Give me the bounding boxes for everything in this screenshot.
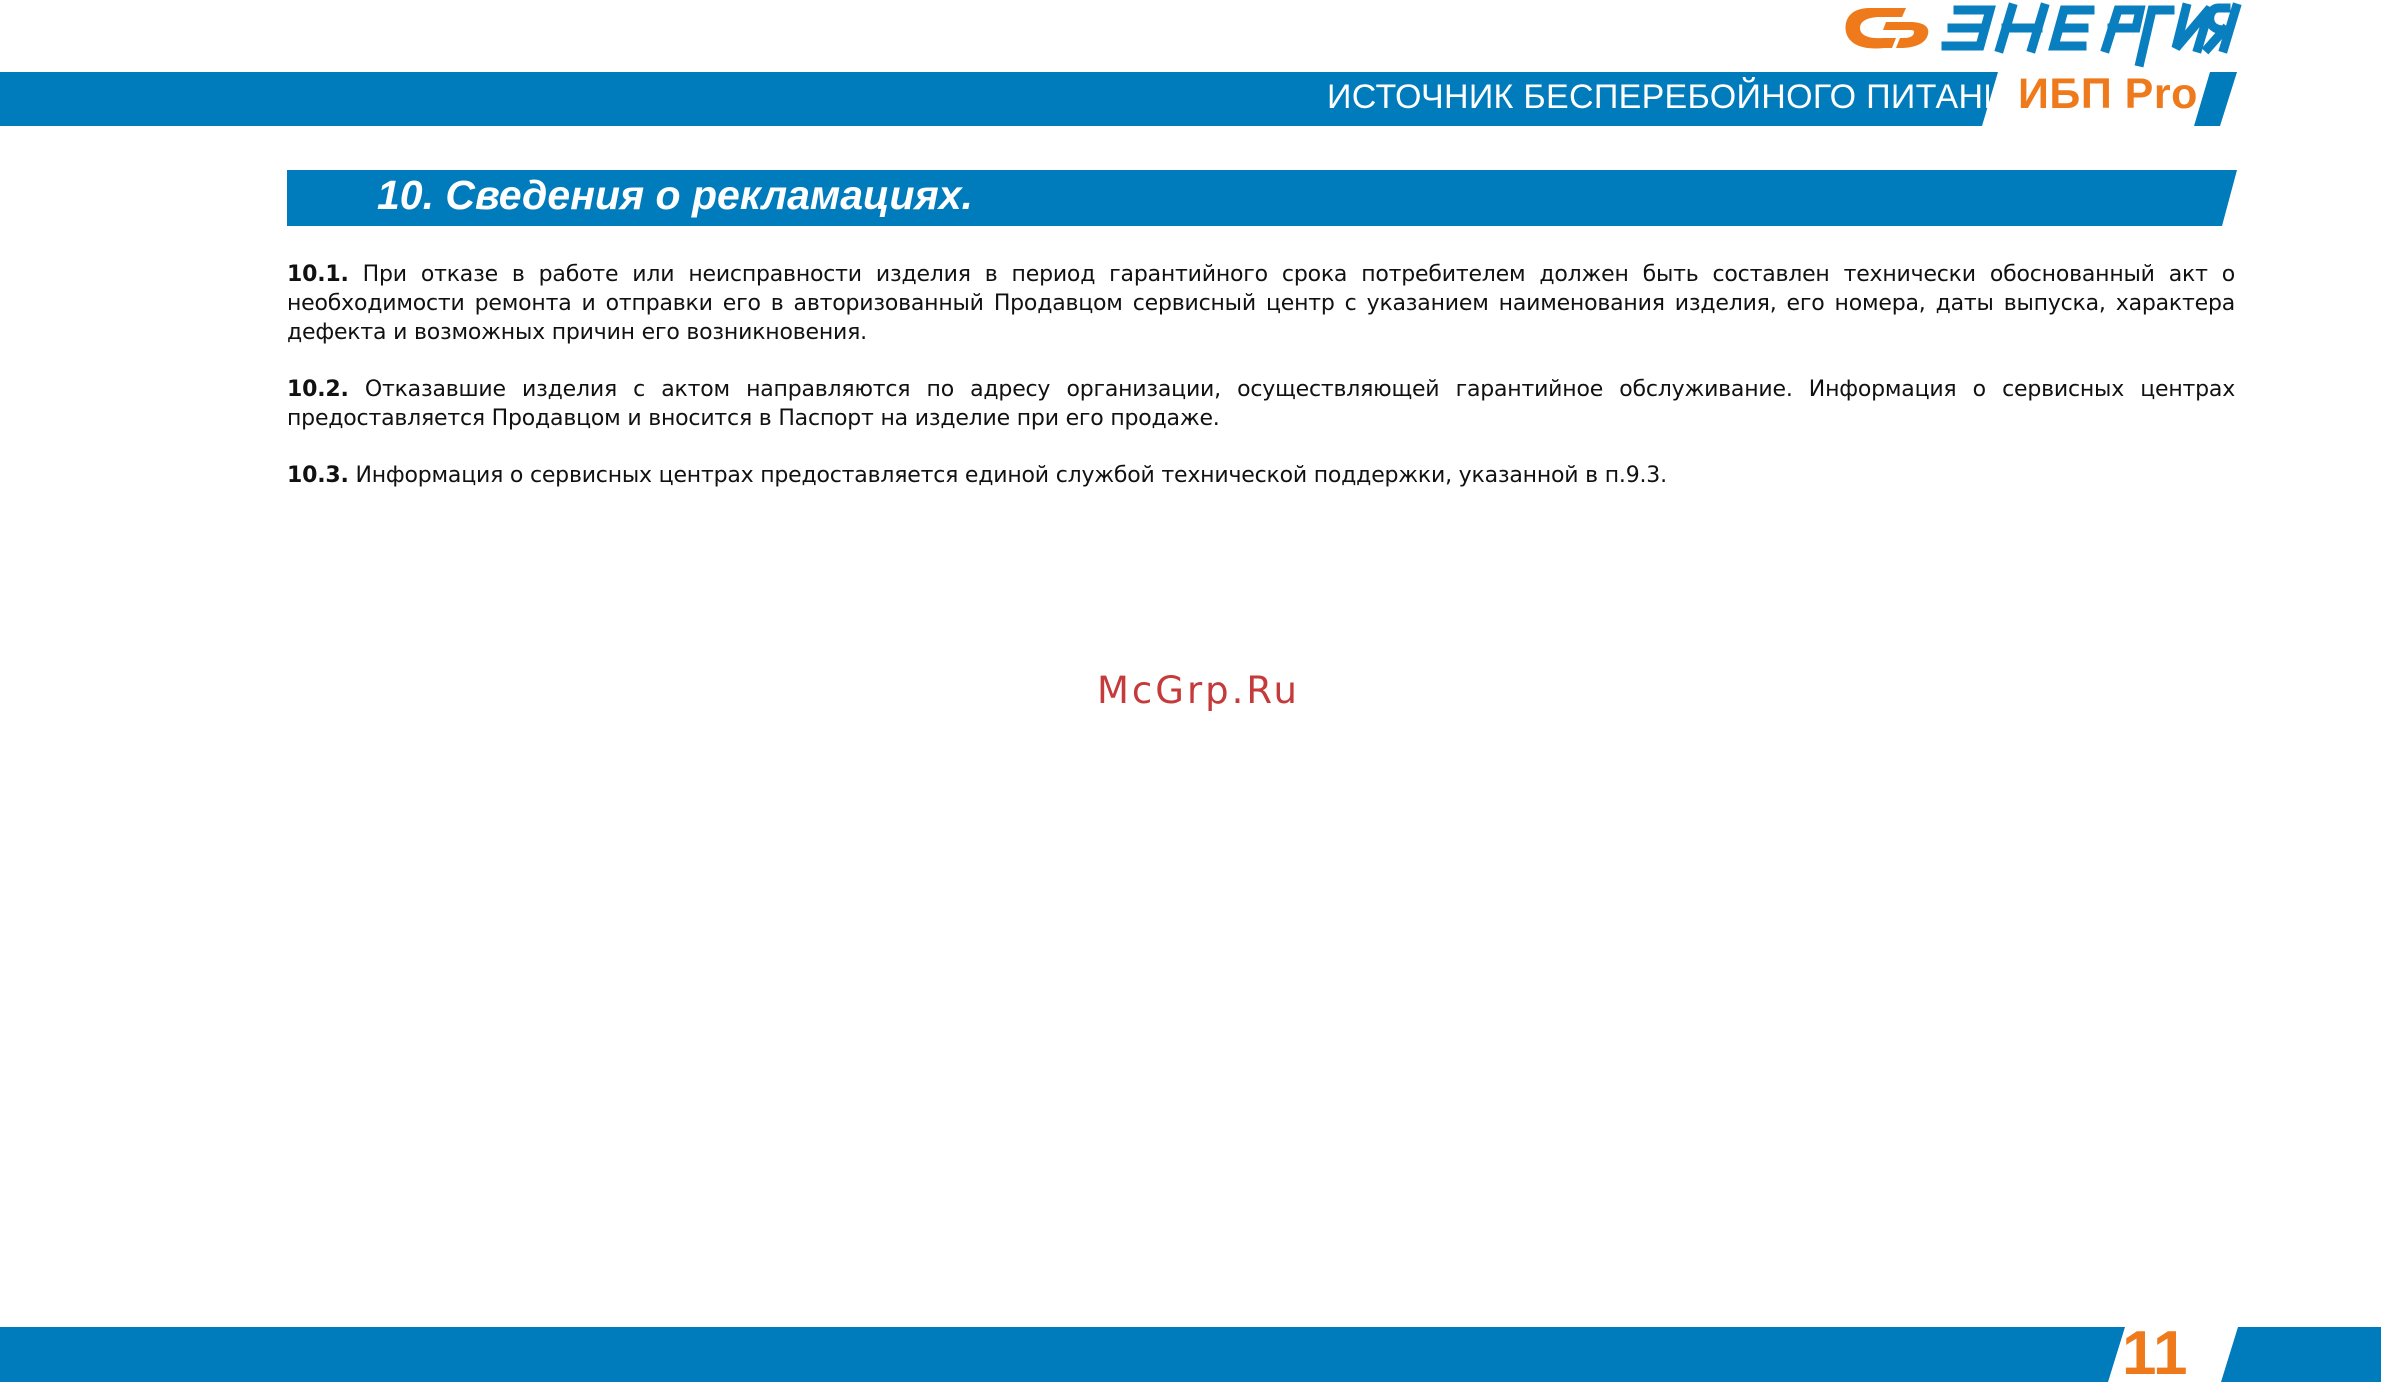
watermark-text: McGrp.Ru [1097, 669, 1300, 712]
section-title: 10. Сведения о рекламациях. [377, 172, 973, 218]
paragraph-number: 10.2. [287, 377, 349, 402]
paragraph-10-3 [287, 461, 2235, 490]
page-number: 11 [2122, 1319, 2188, 1382]
paragraph-10-2 [287, 375, 2235, 433]
document-title: ИСТОЧНИК БЕСПЕРЕБОЙНОГО ПИТАНИЯ [1327, 78, 2033, 116]
product-badge: ИБП Pro [2018, 70, 2198, 118]
paragraph-number: 10.1. [287, 262, 349, 287]
energia-logo [1840, 0, 2245, 70]
paragraph-number: 10.3. [287, 463, 349, 488]
section-content [287, 260, 2235, 518]
paragraph-10-1 [287, 260, 2235, 347]
footer-band [0, 1327, 2381, 1382]
paragraph-text: При отказе в работе или неисправности изделия в период гарантийного срока потребителем должен быть составлен технически обоснованный акт о необходимости ремонта и отправки его в авторизованный Продавцом сервисный центр с указанием наименования изделия, его номера, даты выпуска, характера дефекта и возможных причин его возникновения. [287, 262, 2235, 345]
paragraph-text: Информация о сервисных центрах предоставляется единой службой технической поддержки, указанной в п.9.3. [355, 463, 1667, 488]
paragraph-text: Отказавшие изделия с актом направляются по адресу организации, осуществляющей гарантийное обслуживание. Информация о сервисных центрах предоставляется Продавцом и вносится в Паспорт на изделие при его продаже. [287, 377, 2236, 431]
